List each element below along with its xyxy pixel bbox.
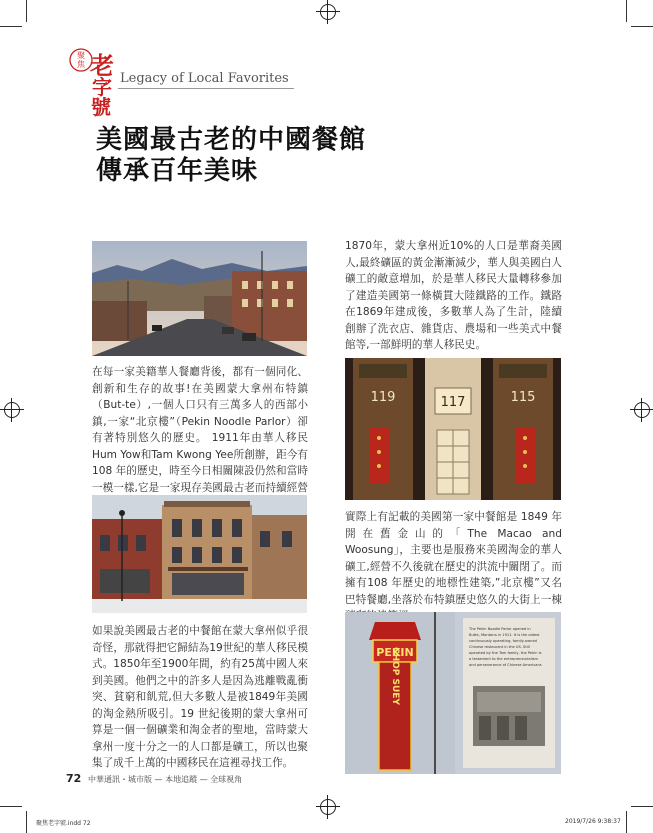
title-line-2: 傳承百年美味 (96, 156, 259, 186)
right-paragraph-2: 實際上有記載的美國第一家中餐館是 1849 年開在舊金山的「The Macao and Woosung」，主要也是服務來美國淘金的華人礦工,經營不久後就在歷史的洪流中關閉了。而擁有108 年歷史的地標性建築,”北京樓”又名巴特餐廳,坐落於布特鎮歷史悠久的大街上一棟 (345, 511, 562, 606)
photo-doors (345, 358, 561, 500)
header-rule (118, 88, 294, 89)
svg-text:字: 字 (92, 75, 112, 99)
svg-text:焦: 焦 (77, 60, 85, 69)
placard-line: Butte, Montana in 1911. It is the oldest (469, 633, 540, 637)
placard-line: operated by the Tam family, the Pekin is (469, 651, 542, 655)
crop-mark (631, 26, 653, 27)
neon-pekin-text: PEKIN (376, 646, 414, 659)
placard-line: and perseverance of Chinese Americans (469, 663, 542, 667)
svg-text:號: 號 (91, 95, 111, 118)
crop-mark (0, 26, 22, 27)
photo-butte-street (92, 241, 307, 356)
photo-historic-building (92, 495, 307, 613)
section-label: Legacy of Local Favorites (120, 71, 289, 86)
right-paragraph-1: 1870年，蒙大拿州近10%的人口是華裔美國人,最終礦區的黃金漸漸減少，華人與美國白人礦工的敵意增加，於是華人移民大量轉移參加了建造美國第一條橫貫大陸鐵路的工作。鐵路在1869年建成後，多數華人為了生計，陸續創辦了洗衣店、雜貨店、農場和一些美式中餐館等,一部鮮明的華人移民史。 (345, 240, 562, 351)
crop-mark (0, 806, 22, 807)
crop-mark (626, 0, 627, 22)
slug-filename: 聚焦老字號.indd 72 (36, 820, 91, 827)
article-title (96, 125, 366, 187)
section-logo (68, 44, 118, 118)
crop-mark (631, 806, 653, 807)
neon-chop-suey-text: CHOP SUEY (390, 647, 400, 705)
placard-line: continuously operating, family-owned (469, 639, 537, 643)
door-number-115: 115 (510, 390, 536, 405)
placard-line: The Pekin Noodle Parlor opened in (469, 627, 531, 631)
left-paragraph-2: 如果說美國最古老的中餐館在蒙大拿州似乎很奇怪，那就得把它歸結為19世紀的華人移民模式。1850年至1900年間，約有25萬中國人來到美國。他們之中的許多人是因為逃離戰亂衝突、貧窮和飢荒,但大多數人是被1849年美國的淘金熱所吸引。19 世紀後期的蒙大拿州可算是一個一個礦業和淘金者的聖地，當時蒙大拿州一度十分之一的人口都是礦工，所以也聚集了成千上萬的中國移民在這裡尋找工作。 (92, 625, 308, 769)
title-line-1: 美國最古老的中國餐館 (96, 125, 367, 155)
crop-mark (26, 811, 27, 833)
registration-mark-top (320, 4, 336, 20)
svg-text:聚: 聚 (77, 51, 85, 60)
crop-mark (26, 0, 27, 22)
placard-line: Chinese restaurant in the US. Still (469, 645, 530, 649)
registration-mark-left (4, 402, 20, 418)
left-paragraph-1: 在每一家美籍華人餐廳背後，都有一個同化、創新和生存的故事!在美國蒙大拿州布特鎮（But-te）,一個人口只有三萬多人的西部小鎮,一家“北京樓”（Pekin Noodle Parlor）卻有著特別悠久的歷史。 1911年由華人移民Hum Yow和Tam Kwong Yee所創辦，距今有 108 年的歷史，時至今日相關陳設仍然和當時一模一樣,它是一家現存美國最古老而持續經營 (92, 366, 308, 494)
registration-mark-bottom (320, 799, 336, 815)
footer-publication: 中華通訊・城市版 — 本地追蹤 — 全球視角 (88, 775, 243, 784)
page-number: 72 (66, 772, 82, 785)
slug-timestamp: 2019/7/26 9:38:37 (565, 818, 621, 825)
svg-text:老: 老 (90, 51, 114, 80)
door-number-119: 119 (370, 390, 396, 405)
placard-line: a testament to the entrepreneurialism (469, 657, 538, 661)
door-number-117: 117 (440, 395, 466, 410)
photo-neon-sign (345, 612, 561, 774)
crop-mark (626, 811, 627, 833)
registration-mark-right (634, 402, 650, 418)
